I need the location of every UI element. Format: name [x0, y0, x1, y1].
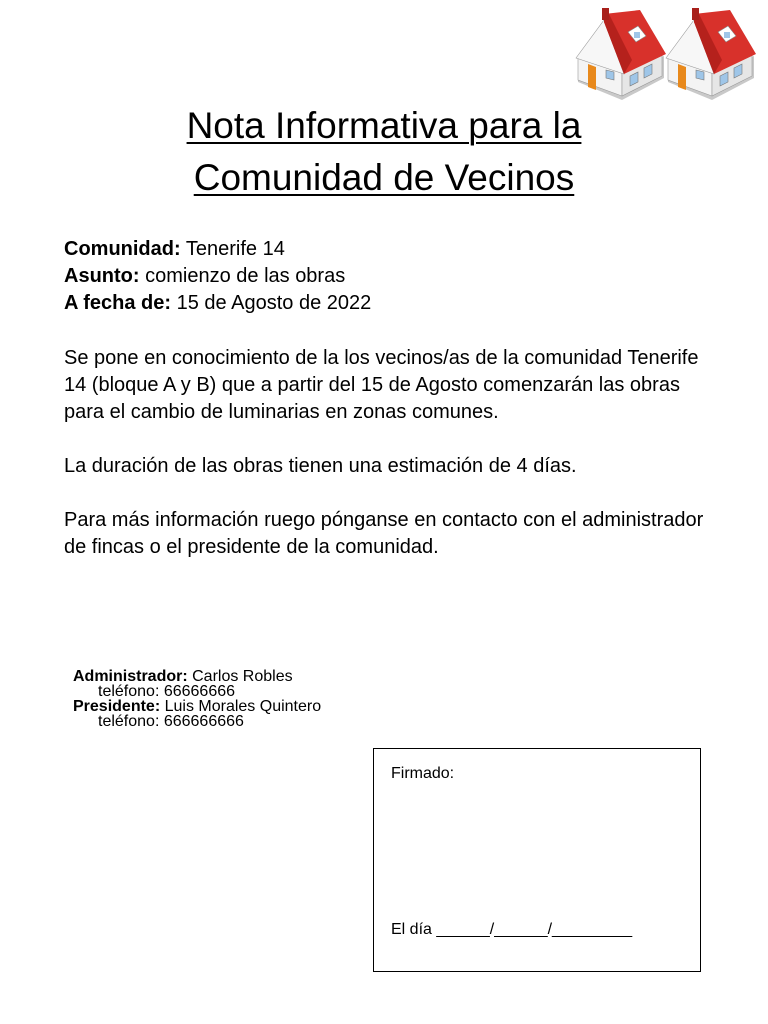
paragraph-duration: La duración de las obras tienen una estimación de 4 días.	[64, 455, 577, 477]
contacts-block	[73, 669, 321, 729]
president-phone: teléfono: 666666666	[98, 713, 244, 730]
comunidad-label: Comunidad:	[64, 238, 181, 260]
date-blank: ______/______/_________	[436, 921, 633, 938]
fecha-value: 15 de Agosto de 2022	[176, 292, 372, 314]
president-name: Luis Morales Quintero	[164, 698, 322, 715]
house-left-icon	[576, 8, 666, 100]
notice-body	[64, 345, 724, 588]
president-label: Presidente:	[73, 698, 161, 715]
asunto-value: comienzo de las obras	[145, 265, 346, 287]
asunto-label: Asunto:	[64, 265, 140, 287]
meta-comunidad	[64, 236, 371, 263]
signature-date-line	[391, 921, 632, 939]
admin-name: Carlos Robles	[192, 668, 293, 685]
notice-meta	[64, 236, 371, 317]
admin-label: Administrador:	[73, 668, 188, 685]
admin-line	[73, 669, 321, 684]
comunidad-value: Tenerife 14	[185, 238, 285, 260]
page-title	[0, 100, 768, 204]
meta-asunto	[64, 263, 371, 290]
paragraph-announcement: Se pone en conocimiento de la los vecinos/as de la comunidad Tenerife 14 (bloque A y B) que a partir del 15 de Agosto comenzarán las obras para el cambio de luminarias en zonas comunes.	[64, 347, 699, 423]
president-line	[73, 699, 321, 714]
paragraph-contact: Para más información ruego pónganse en contacto con el administrador de fincas o el presidente de la comunidad.	[64, 509, 704, 558]
two-houses-icon	[574, 8, 758, 104]
title-line-2: Comunidad de Vecinos	[193, 157, 575, 198]
date-label: El día	[391, 921, 432, 938]
signed-label: Firmado:	[391, 765, 455, 782]
meta-fecha	[64, 290, 371, 317]
admin-phone: teléfono: 66666666	[98, 683, 236, 700]
fecha-label: A fecha de:	[64, 292, 172, 314]
signature-box	[373, 748, 701, 972]
house-right-icon	[666, 8, 756, 100]
title-line-1: Nota Informativa para la	[186, 105, 582, 146]
